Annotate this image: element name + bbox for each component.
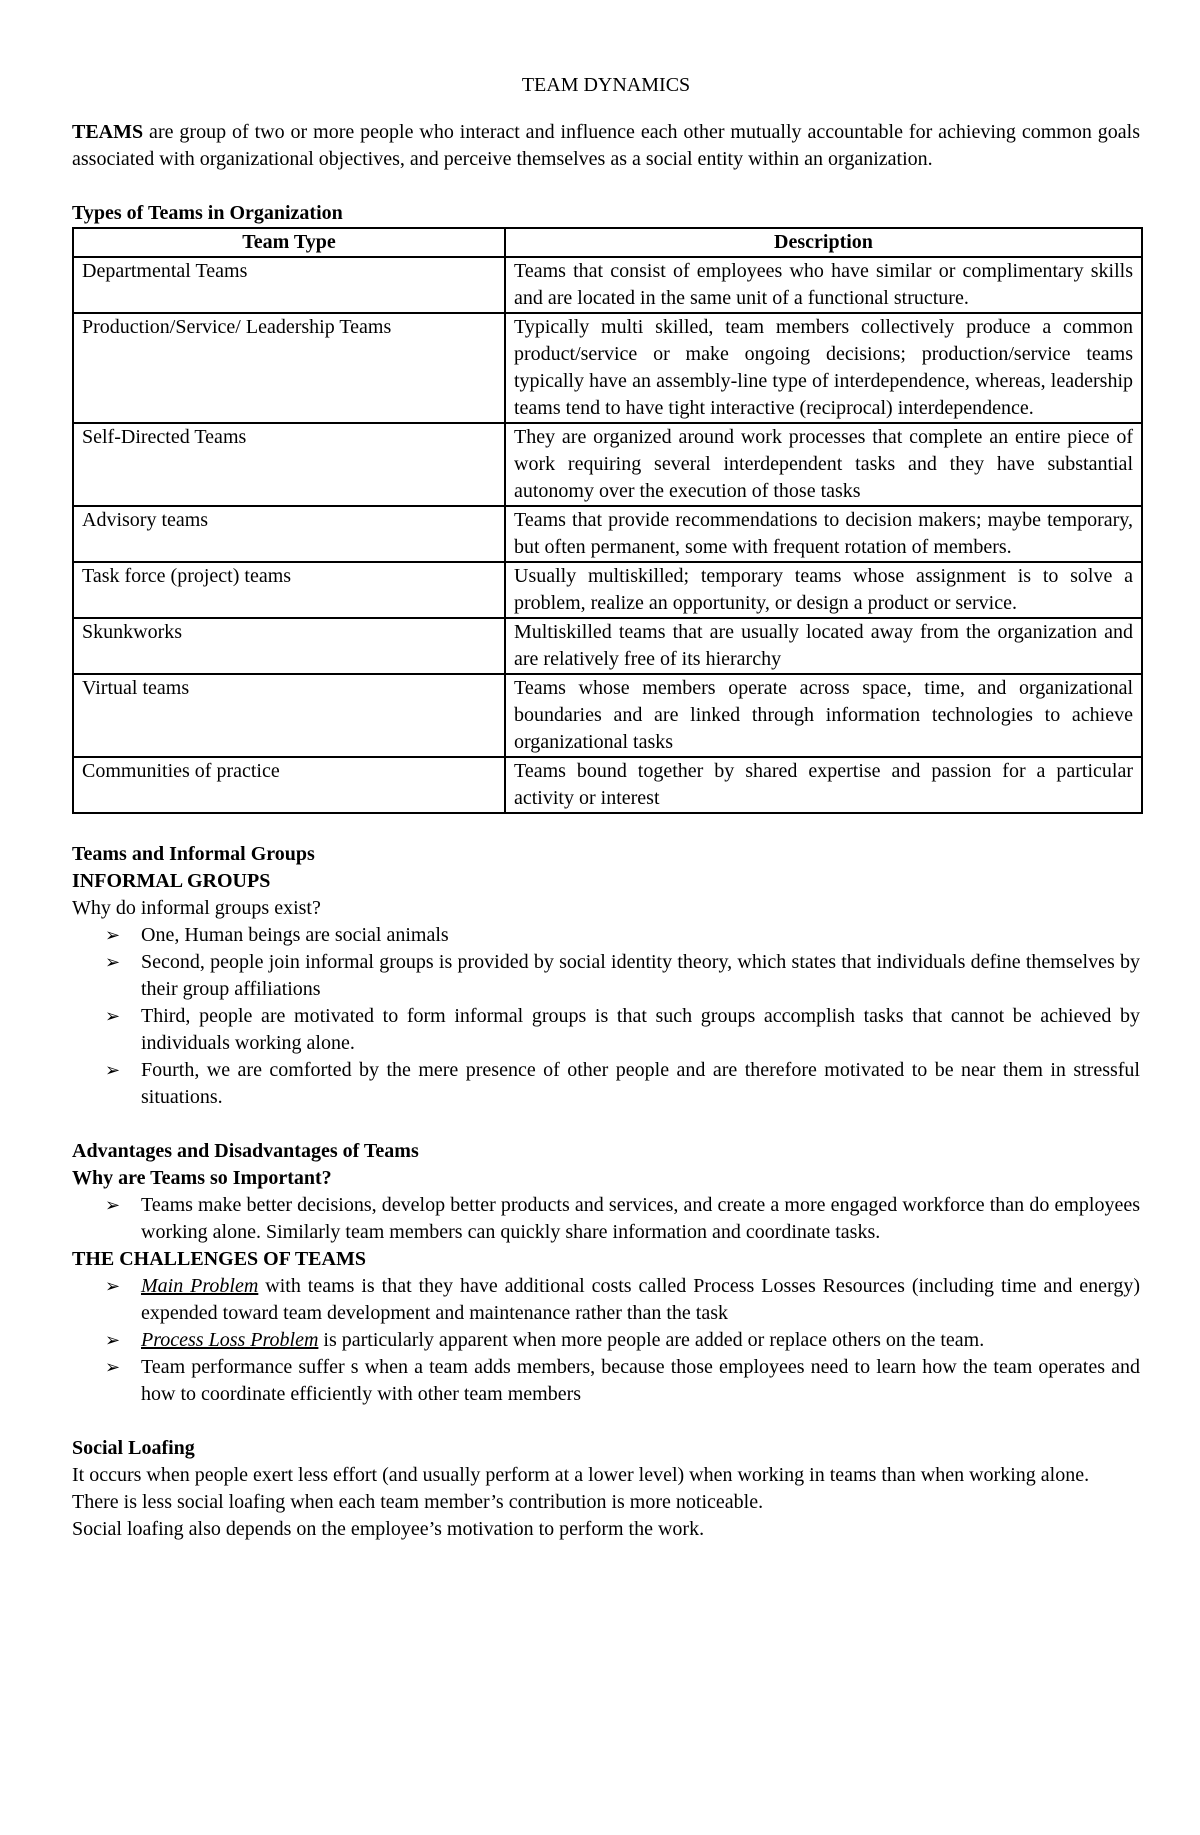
intro-text: are group of two or more people who interact and influence each other mutually accountable for achieving common goals associated with organizational objectives, and perceive themselves as a social entity within an organization. [72,121,1140,170]
arrow-bullet-icon: ➢ [105,952,121,973]
table-row [73,618,1142,674]
list-item-text: Team performance suffer s when a team adds members, because those employees need to learn how the team operates and how to coordinate efficiently with other team members [141,1356,1140,1405]
table-row [73,423,1142,506]
types-table-heading: Types of Teams in Organization [72,202,343,224]
table-header-team-type: Team Type [73,228,505,257]
list-item-text: Fourth, we are comforted by the mere presence of other people and are therefore motivated to be near them in stressful situations. [141,1059,1140,1108]
team-type-cell: Advisory teams [73,506,505,562]
list-item [105,1057,1140,1111]
arrow-bullet-icon: ➢ [105,1006,121,1027]
list-item [105,1327,1140,1354]
informal-groups-question: Why do informal groups exist? [72,897,321,919]
description-cell: Teams bound together by shared expertise and passion for a particular activity or interest [505,757,1142,813]
description-cell: Teams that consist of employees who have similar or complimentary skills and are located in the same unit of a functional structure. [505,257,1142,313]
list-item [105,1354,1140,1408]
arrow-bullet-icon: ➢ [105,925,121,946]
spacer [72,173,1140,200]
list-item-text: with teams is that they have additional costs called Process Losses Resources (including time and energy) expended toward team development and maintenance rather than the task [141,1275,1140,1324]
team-type-cell: Task force (project) teams [73,562,505,618]
social-loafing-heading: Social Loafing [72,1437,195,1459]
arrow-bullet-icon: ➢ [105,1330,121,1351]
team-type-cell: Departmental Teams [73,257,505,313]
table-row [73,257,1142,313]
table-header-row [73,228,1142,257]
table-header-description: Description [505,228,1142,257]
team-type-cell: Self-Directed Teams [73,423,505,506]
team-type-cell: Production/Service/ Leadership Teams [73,313,505,423]
team-type-cell: Skunkworks [73,618,505,674]
social-loafing-line: It occurs when people exert less effort (and usually perform at a lower level) when working in teams than when working alone. [72,1464,1090,1486]
description-cell: Teams whose members operate across space, time, and organizational boundaries and are linked through information technologies to achieve organizational tasks [505,674,1142,757]
list-item-text: One, Human beings are social animals [141,924,449,946]
list-item [105,1192,1140,1246]
list-item-text: Second, people join informal groups is provided by social identity theory, which states that individuals define themselves by their group affiliations [141,951,1140,1000]
informal-groups-subheading: INFORMAL GROUPS [72,870,271,892]
challenges-list [72,1273,1140,1408]
advantages-subheading: Why are Teams so Important? [72,1167,332,1189]
advantages-heading: Advantages and Disadvantages of Teams [72,1140,419,1162]
list-item-text: Third, people are motivated to form informal groups is that such groups accomplish tasks that cannot be achieved by individuals working alone. [141,1005,1140,1054]
list-item [105,922,1140,949]
list-item [105,1003,1140,1057]
intro-paragraph [72,119,1140,173]
spacer [72,814,1140,841]
list-item-text: is particularly apparent when more people are added or replace others on the team. [318,1329,985,1351]
table-row [73,506,1142,562]
description-cell: Typically multi skilled, team members collectively produce a common product/service or make ongoing decisions; production/service teams typically have an assembly-line type of interdependence, whereas, leadership teams tend to have tight interactive (reciprocal) interdependence. [505,313,1142,423]
document-title: TEAM DYNAMICS [521,74,691,96]
table-row [73,562,1142,618]
team-types-table [72,227,1143,814]
table-row [73,674,1142,757]
social-loafing-line: Social loafing also depends on the employee’s motivation to perform the work. [72,1518,705,1540]
list-item-text: Teams make better decisions, develop better products and services, and create a more engaged workforce than do employees working alone. Similarly team members can quickly share information and coordinate tasks. [141,1194,1140,1243]
description-cell: They are organized around work processes that complete an entire piece of work requiring several interdependent tasks and they have substantial autonomy over the execution of those tasks [505,423,1142,506]
advantages-list [72,1192,1140,1246]
informal-groups-heading: Teams and Informal Groups [72,843,315,865]
table-row [73,313,1142,423]
arrow-bullet-icon: ➢ [105,1357,121,1378]
arrow-bullet-icon: ➢ [105,1060,121,1081]
informal-groups-list [72,922,1140,1111]
list-item [105,1273,1140,1327]
spacer [72,1408,1140,1435]
description-cell: Multiskilled teams that are usually located away from the organization and are relatively free of its hierarchy [505,618,1142,674]
social-loafing-line: There is less social loafing when each team member’s contribution is more noticeable. [72,1491,764,1513]
list-item-emphasis: Main Problem [141,1275,259,1297]
document-page [72,72,1140,1543]
arrow-bullet-icon: ➢ [105,1276,121,1297]
description-cell: Teams that provide recommendations to decision makers; maybe temporary, but often permanent, some with frequent rotation of members. [505,506,1142,562]
challenges-heading: THE CHALLENGES OF TEAMS [72,1248,366,1270]
list-item [105,949,1140,1003]
team-type-cell: Communities of practice [73,757,505,813]
arrow-bullet-icon: ➢ [105,1195,121,1216]
team-type-cell: Virtual teams [73,674,505,757]
table-row [73,757,1142,813]
description-cell: Usually multiskilled; temporary teams whose assignment is to solve a problem, realize an opportunity, or design a product or service. [505,562,1142,618]
intro-term: TEAMS [72,121,144,143]
list-item-emphasis: Process Loss Problem [141,1329,319,1351]
spacer [72,1111,1140,1138]
